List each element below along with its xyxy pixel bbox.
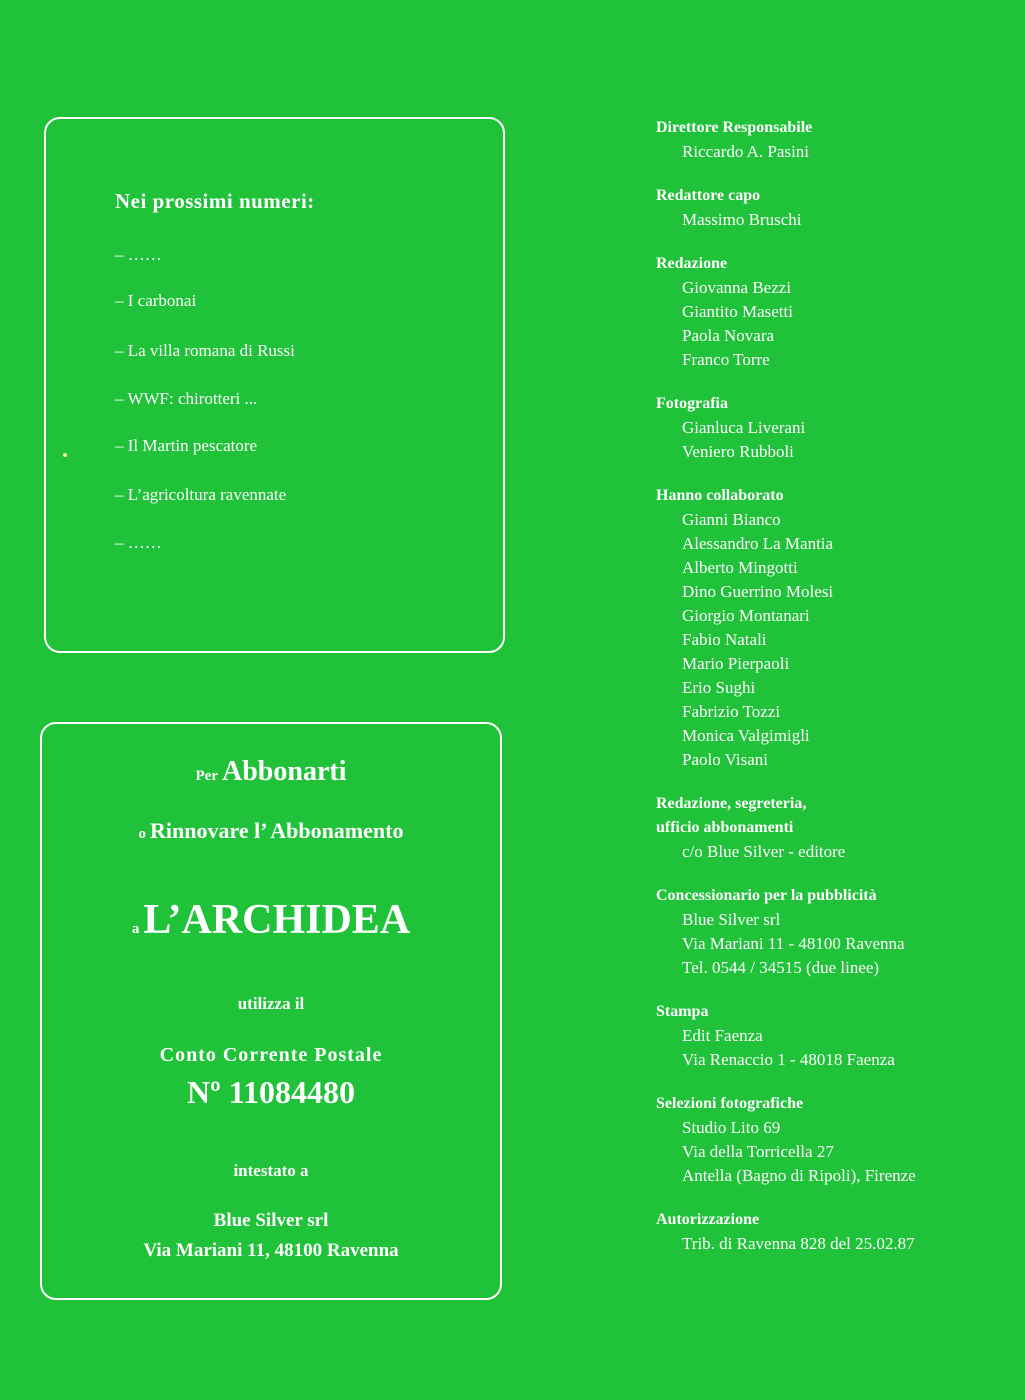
colophon-entry: Paola Novara [682, 326, 775, 345]
colophon-entry: Edit Faenza [682, 1026, 763, 1045]
colophon-entry: Giovanna Bezzi [682, 278, 792, 297]
colophon-entry: Erio Sughi [682, 678, 756, 697]
colophon-section-heading: Stampa [656, 1003, 709, 1020]
colophon-section [656, 792, 1016, 864]
next-issue-item: – …… [115, 245, 162, 264]
colophon-section-heading: Direttore Responsabile [656, 119, 813, 136]
subscription-box [40, 722, 502, 1300]
colophon-entry: Dino Guerrino Molesi [682, 582, 834, 601]
colophon-entry: Studio Lito 69 [682, 1118, 781, 1137]
renew-o: o [138, 826, 147, 842]
next-issues-title: Nei prossimi numeri: [115, 189, 315, 213]
colophon-entry: Paolo Visani [682, 750, 769, 769]
magazine-a: a [131, 921, 140, 937]
colophon-entry: Tel. 0544 / 34515 (due linee) [682, 958, 880, 977]
colophon-section-heading: Redattore capo [656, 187, 761, 204]
colophon-entry: Fabrizio Tozzi [682, 702, 781, 721]
colophon-section [656, 252, 1016, 372]
colophon-section [656, 1208, 1016, 1256]
colophon-section [656, 884, 1016, 980]
colophon-section-heading: Redazione, segreteria, [656, 795, 807, 812]
colophon-entry: Via Mariani 11 - 48100 Ravenna [682, 934, 905, 953]
colophon-entry: Gianluca Liverani [682, 418, 806, 437]
colophon-section [656, 116, 1016, 164]
colophon-section [656, 392, 1016, 464]
colophon-entry: Trib. di Ravenna 828 del 25.02.87 [682, 1234, 915, 1253]
colophon-section-heading: Redazione [656, 255, 728, 272]
colophon-entry: Fabio Natali [682, 630, 767, 649]
colophon-entry: Via Renaccio 1 - 48018 Faenza [682, 1050, 895, 1069]
colophon-entry: Antella (Bagno di Ripoli), Firenze [682, 1166, 916, 1185]
subscribe-per: Per [195, 768, 218, 784]
colophon-section-heading: Hanno collaborato [656, 487, 784, 504]
subscribe-heading [42, 756, 500, 788]
colophon-entry: c/o Blue Silver - editore [682, 842, 846, 861]
colophon-entry: Blue Silver srl [682, 910, 781, 929]
colophon-entry: Giantito Masetti [682, 302, 793, 321]
colophon-entry: Gianni Bianco [682, 510, 781, 529]
colophon-entry: Alberto Mingotti [682, 558, 798, 577]
colophon-entry: Riccardo A. Pasini [682, 142, 810, 161]
colophon-section [656, 1092, 1016, 1188]
renew-heading [42, 818, 500, 844]
colophon-entry: Massimo Bruschi [682, 210, 802, 229]
next-issue-item: – La villa romana di Russi [115, 341, 295, 360]
next-issue-item: – Il Martin pescatore [115, 436, 258, 455]
colophon-section [656, 1000, 1016, 1072]
colophon-entry: Mario Pierpaoli [682, 654, 790, 673]
magazine-title: L’ARCHIDEA [143, 897, 411, 943]
next-issues-box [44, 117, 505, 653]
colophon-section [656, 484, 1016, 772]
renew-text: Rinnovare l’ Abbonamento [150, 818, 404, 843]
postal-account-number: Nº 11084480 [187, 1074, 355, 1110]
colophon-section-heading: Concessionario per la pubblicità [656, 887, 877, 904]
holder-label: intestato a [233, 1161, 309, 1180]
colophon-entry: Giorgio Montanari [682, 606, 810, 625]
use-label: utilizza il [237, 994, 305, 1013]
holder-company: Blue Silver srl [213, 1210, 329, 1231]
next-issue-item: – L’agricoltura ravennate [115, 485, 287, 504]
colophon [656, 116, 1016, 1276]
colophon-section [656, 184, 1016, 232]
next-issue-item: – …… [115, 533, 162, 552]
postal-account-label: Conto Corrente Postale [159, 1044, 383, 1066]
colophon-section-heading: Autorizzazione [656, 1211, 760, 1228]
colophon-section-heading: ufficio abbonamenti [656, 819, 794, 836]
subscribe-abbonarti: Abbonarti [222, 756, 347, 787]
colophon-entry: Monica Valgimigli [682, 726, 810, 745]
magazine-heading [42, 896, 500, 944]
next-issue-item: – WWF: chirotteri ... [115, 389, 258, 408]
colophon-entry: Via della Torricella 27 [682, 1142, 834, 1161]
holder-address: Via Mariani 11, 48100 Ravenna [143, 1240, 399, 1261]
colophon-section-heading: Selezioni fotografiche [656, 1095, 804, 1112]
colophon-section-heading: Fotografia [656, 395, 728, 412]
colophon-entry: Franco Torre [682, 350, 770, 369]
colophon-entry: Veniero Rubboli [682, 442, 794, 461]
colophon-entry: Alessandro La Mantia [682, 534, 834, 553]
next-issue-item: – I carbonai [115, 291, 197, 310]
